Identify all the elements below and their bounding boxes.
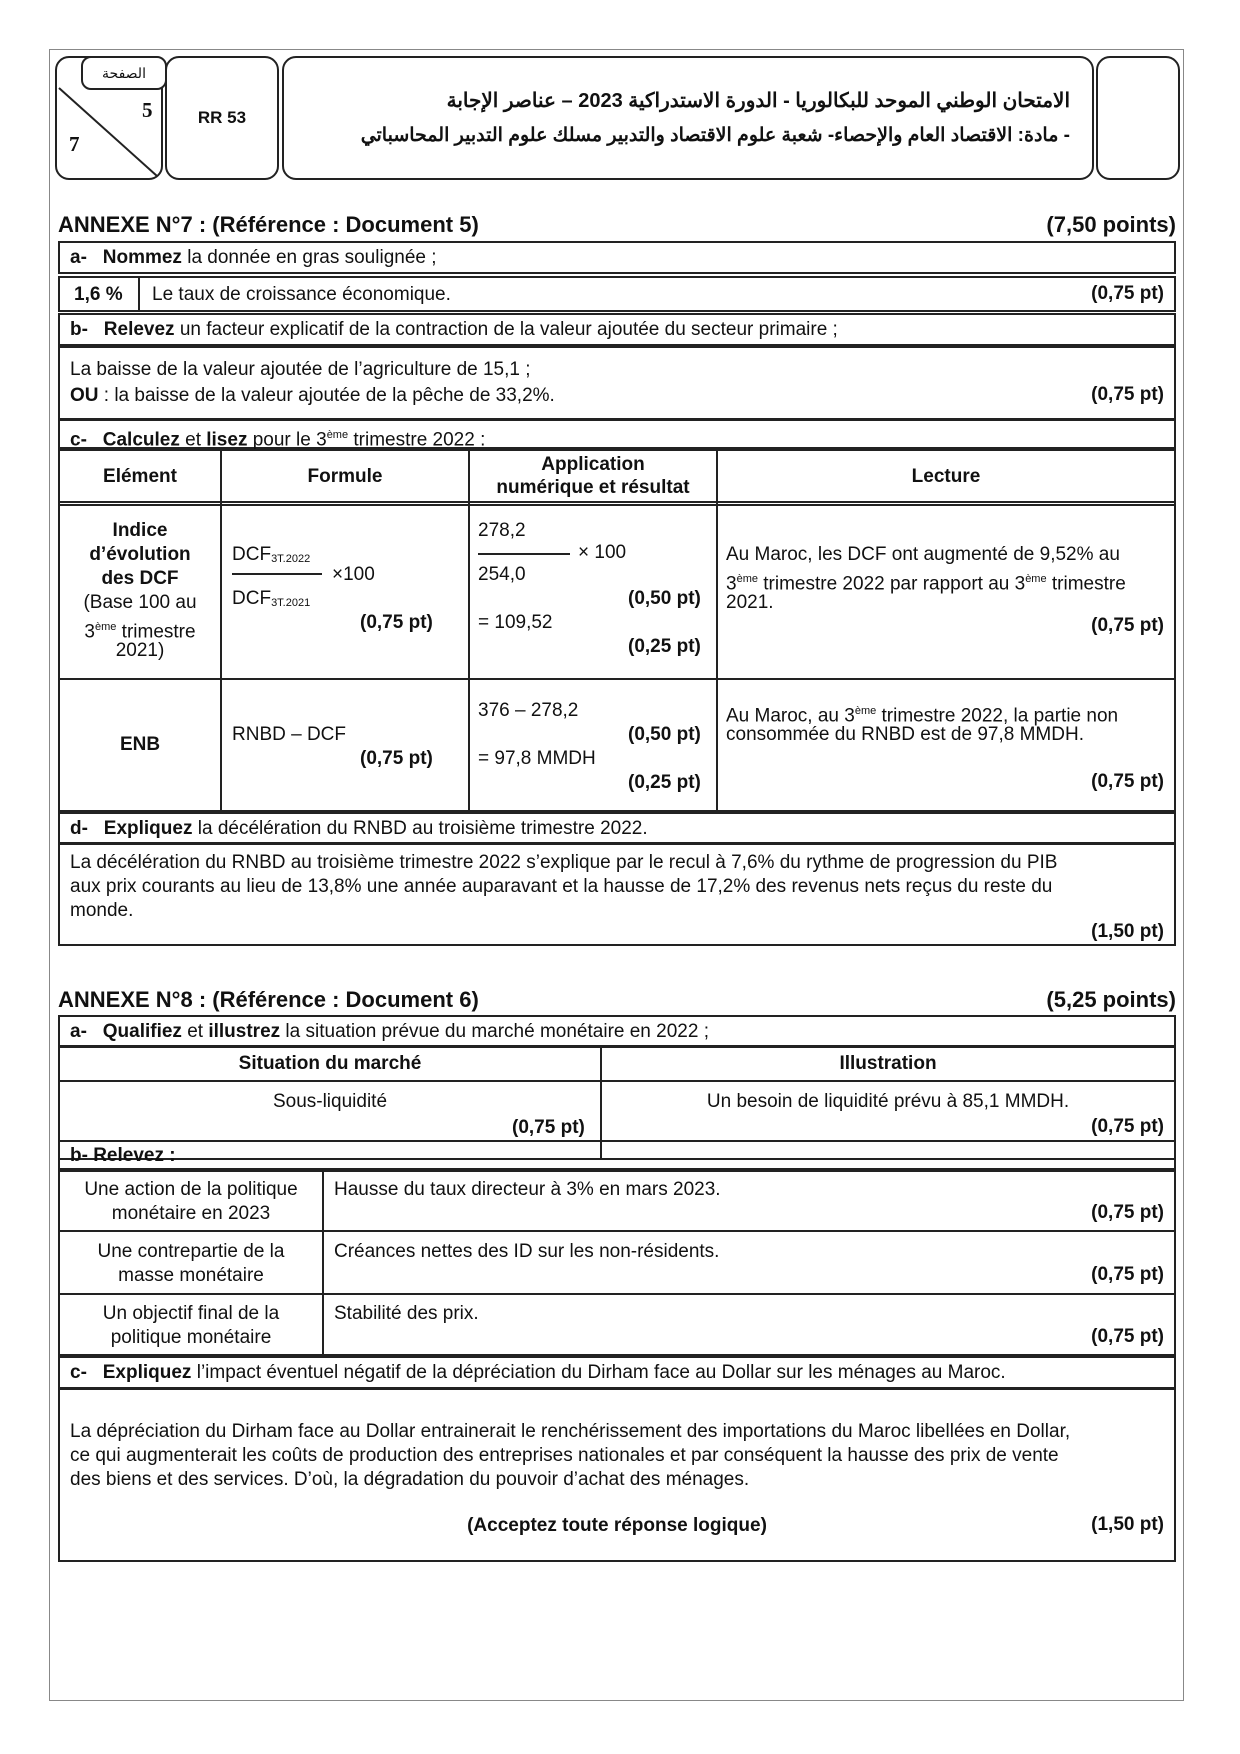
annexe7-c-question (58, 419, 1176, 449)
row-element: 2021) (115, 640, 165, 661)
question-verb: Relevez (103, 319, 175, 340)
row-element: trimestre (116, 621, 196, 643)
answer-text: Créances nettes des ID sur les non-résidents. (334, 1241, 720, 1262)
points-label: (0,25 pt) (628, 772, 701, 793)
question-verb: Qualifiez (102, 1021, 182, 1042)
formula-text: RNBD – DCF (232, 724, 347, 745)
row-element: 3 (84, 621, 95, 643)
annexe7-d-answer (58, 843, 1176, 946)
annexe7-title-text: ANNEXE N°7 : (Référence : Document 5) (58, 212, 479, 237)
question-verb: Nommez (102, 247, 182, 268)
lecture-text: 3 (726, 573, 737, 595)
points-label: (1,50 pt) (1091, 921, 1164, 942)
annexe8-title (58, 987, 1176, 1013)
points-label: (0,50 pt) (628, 724, 701, 745)
annexe7-points: (7,50 points) (1046, 212, 1176, 237)
app-denominator: 254,0 (478, 564, 526, 585)
points-label: (1,50 pt) (1091, 1514, 1164, 1535)
annexe8-points: (5,25 points) (1046, 987, 1176, 1012)
exam-title-line2: - مادة: الاقتصاد العام والإحصاء- شعبة علوم الاقتصاد والتدبير مسلك علوم التدبير المحاسباتي (360, 125, 1070, 146)
answer-text: : la baisse de la valeur ajoutée de la pêche de 33,2%. (98, 385, 555, 406)
question-verb: illustrez (208, 1021, 281, 1042)
formula-numerator: DCF (232, 544, 272, 565)
superscript: ème (1025, 573, 1047, 585)
annexe8-a-question (58, 1015, 1176, 1047)
page-current: 5 (142, 98, 153, 122)
lecture-text: trimestre 2022, la partie non (876, 705, 1119, 727)
annexe7-c-table (58, 449, 1176, 812)
question-text: la donnée en gras soulignée ; (181, 247, 437, 268)
points-label: (0,75 pt) (1091, 771, 1164, 792)
question-letter: a- (70, 1021, 87, 1042)
answer-text: Le taux de croissance économique. (152, 284, 451, 305)
points-label: (0,75 pt) (360, 612, 433, 633)
question-letter: b- (70, 319, 88, 340)
annexe7-b-answer (58, 346, 1176, 420)
table-header-illustration: Illustration (839, 1053, 937, 1074)
or-label: OU (70, 385, 99, 406)
table-header-lecture: Lecture (911, 466, 981, 487)
row-element: des DCF (101, 568, 179, 589)
annexe7-d-question (58, 812, 1176, 844)
subscript: 3T.2022 (271, 553, 311, 565)
formula-denominator: DCF (232, 588, 272, 609)
points-label: (0,50 pt) (628, 588, 701, 609)
superscript: ème (736, 573, 758, 585)
points-label: (0,75 pt) (1091, 1264, 1164, 1285)
annexe8-b-table (58, 1170, 1176, 1356)
superscript: ème (326, 429, 349, 441)
points-label: (0,75 pt) (1091, 283, 1164, 304)
question-verb: Calculez (102, 429, 180, 451)
lecture-text: Au Maroc, au 3 (726, 705, 855, 727)
table-header-application: Application (541, 454, 645, 475)
question-text: et (179, 429, 207, 451)
fraction-bar (232, 573, 322, 575)
superscript: ème (94, 621, 117, 633)
exam-title-line1: الامتحان الوطني الموحد للبكالوريا - الدورة الاستدراكية 2023 – عناصر الإجابة (446, 90, 1070, 112)
points-label: (0,25 pt) (628, 636, 701, 657)
note-text: (Acceptez toute réponse logique) (467, 1515, 767, 1536)
question-text: un facteur explicatif de la contraction de la valeur ajoutée du secteur primaire ; (174, 319, 838, 340)
answer-text: Stabilité des prix. (334, 1303, 479, 1324)
question-text: la situation prévue du marché monétaire en 2022 ; (280, 1021, 709, 1042)
row-label: Une action de la politique (84, 1179, 298, 1200)
annexe7-a-question (58, 241, 1176, 274)
app-result: = 97,8 MMDH (478, 748, 596, 769)
question-text: la décélération du RNBD au troisième trimestre 2022. (192, 818, 648, 839)
page-number-box (55, 56, 163, 180)
points-label: (0,75 pt) (1091, 615, 1164, 636)
exam-code: RR 53 (197, 108, 247, 127)
answer-text: La décélération du RNBD au troisième trimestre 2022 s’explique par le recul à 7,6% du rythme de progression du PIB (70, 852, 1058, 873)
question-text: pour le 3 (247, 429, 327, 451)
row-label: monétaire en 2023 (111, 1203, 271, 1224)
annexe7-a-answer (58, 276, 1176, 312)
question-letter: d- (70, 818, 88, 839)
question-text: et (181, 1021, 209, 1042)
lecture-text: consommée du RNBD est de 97,8 MMDH. (726, 724, 1084, 745)
table-header-application: numérique et résultat (496, 477, 690, 498)
page-label: الصفحة (81, 56, 167, 90)
subscript: 3T.2021 (271, 597, 311, 609)
app-numerator: 278,2 (478, 520, 526, 541)
row-label: Une contrepartie de la (97, 1241, 285, 1262)
situation-answer: Sous-liquidité (272, 1091, 388, 1112)
question-verb: Expliquez (102, 1362, 192, 1383)
app-times: × 100 (578, 542, 627, 563)
table-header-element: Elément (103, 466, 177, 487)
annexe7-title (58, 212, 1176, 238)
question-label: b- Relevez : (70, 1145, 176, 1166)
formula-times: ×100 (332, 564, 375, 585)
row-element: ENB (119, 734, 161, 755)
annexe8-c-answer (58, 1388, 1176, 1562)
row-element: (Base 100 au (83, 592, 197, 613)
answer-text: La dépréciation du Dirham face au Dollar entrainerait le renchérissement des importations du Maroc libellées en Dollar, (70, 1421, 1071, 1442)
lecture-text: trimestre 2022 par rapport au 3 (757, 573, 1026, 595)
question-letter: c- (70, 1362, 87, 1383)
row-element: Indice (112, 520, 168, 541)
annexe7-b-question (58, 313, 1176, 346)
question-letter: a- (70, 247, 87, 268)
lecture-text: Au Maroc, les DCF ont augmenté de 9,52% au (726, 544, 1120, 565)
points-label: (0,75 pt) (1091, 1326, 1164, 1347)
points-label: (0,75 pt) (1091, 1116, 1164, 1137)
lecture-text: trimestre (1046, 573, 1126, 595)
illustration-answer: Un besoin de liquidité prévu à 85,1 MMDH. (706, 1091, 1070, 1112)
app-text: 376 – 278,2 (478, 700, 579, 721)
table-header-formule: Formule (307, 466, 383, 487)
exam-code-box (165, 56, 279, 180)
question-text: l’impact éventuel négatif de la dépréciation du Dirham face au Dollar sur les ménages au Maroc. (191, 1362, 1006, 1383)
superscript: ème (854, 705, 877, 717)
annexe8-b-question (58, 1140, 1176, 1170)
header-right-box (1096, 56, 1180, 180)
annexe8-title-text: ANNEXE N°8 : (Référence : Document 6) (58, 987, 479, 1012)
fraction-bar (478, 553, 570, 555)
answer-text: ce qui augmenterait les coûts de production des entreprises nationales et par conséquent la hausse des prix de vente (70, 1445, 1059, 1466)
lecture-text: 2021. (726, 592, 774, 613)
answer-text: Hausse du taux directeur à 3% en mars 2023. (334, 1179, 721, 1200)
question-verb: lisez (206, 429, 248, 451)
row-label: politique monétaire (110, 1327, 272, 1348)
row-element: d’évolution (89, 544, 191, 565)
question-letter: c- (70, 429, 87, 451)
page-total: 7 (69, 132, 80, 156)
points-label: (0,75 pt) (1091, 1202, 1164, 1223)
points-label: (0,75 pt) (512, 1117, 585, 1138)
bold-value: 1,6 % (74, 284, 123, 305)
question-text: trimestre 2022 : (348, 429, 486, 451)
answer-text: aux prix courants au lieu de 13,8% une année auparavant et la hausse de 17,2% des revenus nets reçus du reste du (70, 876, 1053, 897)
points-label: (0,75 pt) (1091, 384, 1164, 405)
annexe8-c-question (58, 1356, 1176, 1389)
points-label: (0,75 pt) (360, 748, 433, 769)
answer-text: La baisse de la valeur ajoutée de l’agriculture de 15,1 ; (70, 359, 531, 380)
answer-text: des biens et des services. D’où, la dégradation du pouvoir d’achat des ménages. (70, 1469, 750, 1490)
row-label: Un objectif final de la (102, 1303, 280, 1324)
exam-title-box (282, 56, 1094, 180)
question-verb: Expliquez (103, 818, 193, 839)
row-label: masse monétaire (118, 1265, 264, 1286)
table-header-situation: Situation du marché (238, 1053, 422, 1074)
answer-text: monde. (70, 900, 134, 921)
app-result: = 109,52 (478, 612, 553, 633)
